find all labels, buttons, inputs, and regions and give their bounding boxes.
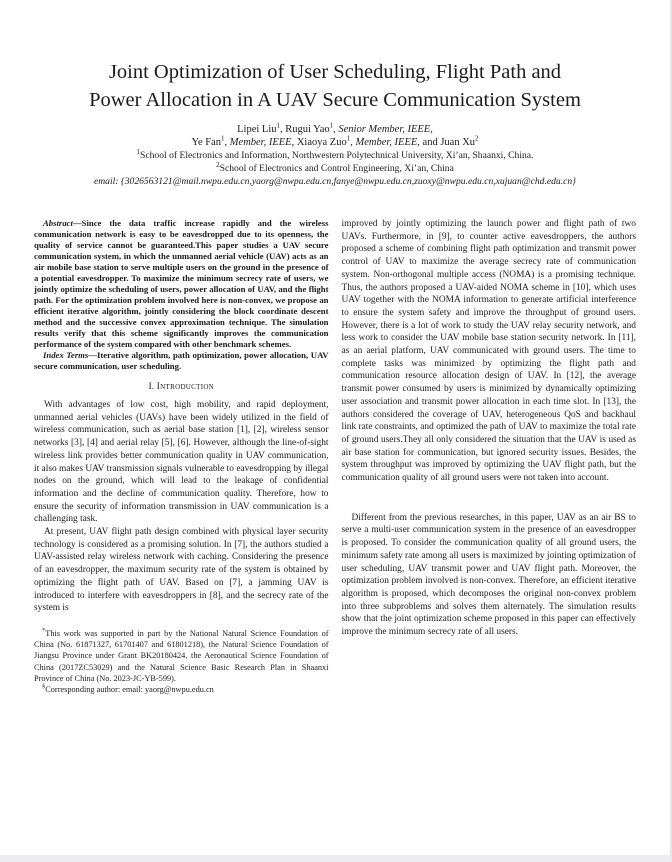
footnote-block (34, 628, 329, 695)
footnote-funding-text: This work was supported in part by the National Natural Science Foundation of China (No. 61871327, 61701407 and 61801218), the Natural Science Foundation of Jiangsu Province under Grant BK20180424, the Aeronautical Science Foundation of China (2017ZC53029) and the Natural Science Basic Research Plan in Shaanxi Province of China (No. 2023-JC-YB-599). (34, 628, 329, 683)
affiliation-2: $^2$School of Electronics and Control Engineering, Xi’an, China (216, 160, 454, 174)
index-terms-text: Iterative algorithm, path optimization, power allocation, UAV secure communication, user scheduling. (34, 350, 329, 371)
index-terms-dash: — (88, 350, 97, 360)
paper-title-line-1: Joint Optimization of User Scheduling, Flight Path and (108, 61, 562, 83)
footnote-corresponding (34, 684, 329, 695)
footnote-funding (34, 628, 329, 684)
abstract-paragraph (34, 218, 329, 350)
author-block (34, 123, 636, 188)
abstract-label: Abstract (43, 218, 73, 228)
index-terms-label: Index Terms (43, 350, 89, 360)
intro-paragraph-4: Different from the previous researches, in this paper, UAV as an air BS to serve a multi-user communication system in the presence of an eavesdropper is proposed. To consider the communication quality of all ground users, the minimum safety rate among all users is maximized by jointing optimization of user scheduling, UAV transmit power and UAV flight path. Moreover, the optimization problem involved is non-convex. Therefore, an efficient iterative algorithm is proposed, which decomposes the original non-convex problem into three subproblems and solves them alternately. The simulation results show that the joint optimization scheme proposed in this paper can effectively improve the minimum secrecy rate of all users. (341, 512, 636, 638)
intro-paragraph-1: With advantages of low cost, high mobility, and rapid deployment, unmanned aerial vehicles (UAVs) have been widely utilized in the field of wireless communication, such as aerial base station [1], [2], wireless sensor networks [3], [4] and aerial relay [5], [6]. However, although the line-of-sight wireless link provides better communication quality in UAV communication, it also makes UAV transmission signals vulnerable to eavesdropping by illegal nodes on the ground, which will lead to the leakage of confidential information and the decline of communication quality. Therefore, how to ensure the security of information transmission in UAV communication is a challenging task. (34, 400, 329, 525)
paper-title-line-2: Power Allocation in A UAV Secure Communication System (89, 89, 581, 111)
intro-paragraph-3: improved by jointly optimizing the launch power and flight path of two UAVs. Furthermore, in [9], to counter active eavesdroppers, the authors proposed a scheme of combining flight path optimization and transmit power control of UAV to maximize the average secrecy rate of communication system. Non-orthogonal multiple access (NOMA) is a promising technique. Thus, the authors proposed a UAV-aided NOMA scheme in [10], which uses UAV together with the NOMA information to generate artificial interference to ensure the system safety and improve the throughput of ground users. However, there is a lot of work to study the UAV relay security network, and less work to consider the UAV mobile base station security network. In [11], as an aerial platform, UAV communicated with ground users. The time to complete tasks was minimized by optimizing the flight path and communication resource allocation design of UAV. In [12], the average transmit power consumed by users is minimized by dynamically optimizing user association and transmit power allocation in each time slot. In [13], the authors considered the coverage of UAV, heterogeneous QoS and backhaul link rate constraints, and optimized the path of UAV to maximize the total rate of ground users.They all only considered the situation that the UAV is used as air base station for communication, but ignored security issues. Besides, the system throughput was improved by optimizing the UAV flight path, but the communication quality of all ground users were not taken into account. (341, 219, 636, 484)
two-column-body (34, 218, 636, 695)
affiliation-1: $^1$School of Electronics and Information, Northwestern Polytechnical University, Xi’an, Shaanxi, China. (136, 147, 534, 161)
author-line-2: Ye Fan$^1$, Member, IEEE, Xiaoya Zuo$^1$, Member, IEEE, and Juan Xu$^2$ (191, 134, 479, 148)
author-emails: email: {3026563121@mail.nwpu.edu.cn,yaorg@nwpu.edu.cn,fanye@nwpu.edu.cn,zuoxy@nwpu.edu.cn,xujuan@chd.edu.cn} (93, 176, 576, 187)
abstract-text: Since the data traffic increase rapidly and the wireless communication network is easy to be eavesdropped due to its openness, the quality of service cannot be guaranteed.This paper studies a UAV secure communication system, in which the unmanned aerial vehicle (UAV) acts as an air mobile base station to serve multiple users on the ground in the presence of a potential eavesdropper. To maximize the minimum secrecy rate of users, we jointly optimize the scheduling of users, power allocation of UAV, and the flight path. For the optimization problem involved here is non-convex, we propose an efficient iterative algorithm, jointly considering the block coordinate descent method and the successive convex approximation technique. The simulation results verify that this scheme significantly improves the communication performance of the system compared with other benchmark schemes. (34, 218, 329, 349)
author-line-1: Lipei Liu$^1$, Rugui Yao$^1$, Senior Member, IEEE, (237, 121, 433, 135)
footnote-section-mark: § (42, 683, 46, 691)
section-heading-introduction (34, 381, 329, 392)
footnote-asterisk: * (42, 627, 46, 635)
paper-title (34, 58, 636, 114)
abstract-dash: — (72, 218, 82, 228)
index-terms-paragraph (34, 350, 329, 372)
section-number: I. (148, 381, 157, 392)
section-name: Introduction (156, 381, 215, 392)
left-column (34, 218, 329, 695)
right-column (342, 218, 637, 695)
footnote-corresponding-text: Corresponding author: email: yaorg@nwpu.edu.cn (45, 684, 214, 694)
intro-paragraph-2: At present, UAV flight path design combined with physical layer security technology is considered as a promising solution. In [7], the authors studied a UAV-assisted relay wireless network with caching. Considering the presence of an eavesdropper, the maximum security rate of the system is obtained by optimizing the flight path of UAV. Based on [7], a jamming UAV is introduced to interfere with eavesdroppers in [8], and the secrecy rate of the system is (34, 527, 329, 614)
